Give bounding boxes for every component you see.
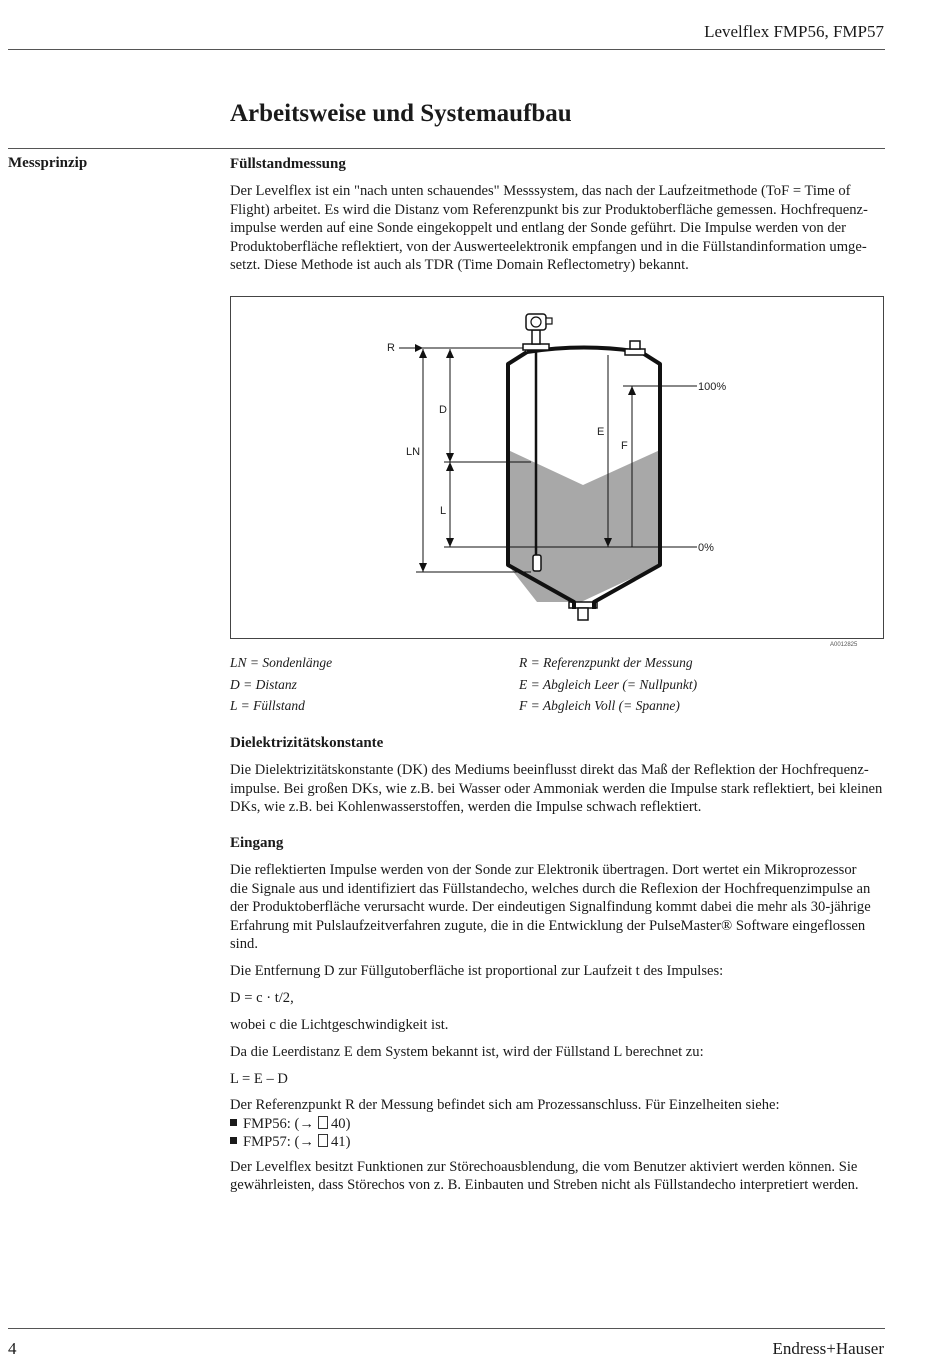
footer-rule	[8, 1328, 885, 1329]
ref-page: 41)	[330, 1134, 351, 1151]
side-label-messprinzip: Messprinzip	[8, 155, 88, 171]
text-line: Produktoberfläche reflektiert, von der Auswerteelektronik empfangen und in die Füllstandinformation umge-	[230, 238, 867, 255]
f-arrow-top	[628, 386, 636, 395]
paragraph	[230, 182, 885, 274]
legend-item: LN = Sondenlänge	[230, 655, 333, 670]
l-arrow-top	[446, 462, 454, 471]
tank-diagram-frame	[230, 296, 884, 639]
text-line: gewährleisten, dass Störechos von z. B. Einbauten und Streben nicht als Füllstandecho interpretiert werden.	[230, 1177, 859, 1194]
transmitter-housing	[526, 314, 546, 330]
text-line: setzt. Diese Methode ist auch als TDR (Time Domain Reflectometry) bekannt.	[230, 257, 689, 274]
header-product-title: Levelflex FMP56, FMP57	[704, 22, 884, 41]
ref-label: FMP56: (→	[243, 1115, 314, 1132]
probe-weight	[533, 555, 541, 571]
section-eingang	[230, 834, 885, 1195]
label-100-percent: 100%	[698, 381, 727, 393]
paragraph	[230, 1158, 885, 1195]
label-0-percent: 0%	[698, 542, 714, 554]
label-d: D	[439, 404, 447, 416]
legend-right	[519, 655, 697, 720]
legend-item: R = Referenzpunkt der Messung	[519, 655, 693, 670]
section-title: Eingang	[230, 835, 284, 851]
page-title: Arbeitsweise und Systemaufbau	[230, 100, 572, 127]
formula-distance: D = c · t/2,	[230, 989, 294, 1006]
text-line: Flight) arbeitet. Es wird die Distanz vom Referenzpunkt bis zur Produktoberfläche gemessen. Hochfrequenz-	[230, 201, 868, 218]
section-rule	[8, 148, 885, 149]
page-ref-icon	[318, 1134, 328, 1147]
section-title: Dielektrizitätskonstante	[230, 735, 384, 751]
paragraph: wobei c die Lichtgeschwindigkeit ist.	[230, 1016, 449, 1033]
formula-level: L = E – D	[230, 1070, 288, 1087]
list-item	[230, 1133, 885, 1151]
legend-item: F = Abgleich Voll (= Spanne)	[519, 698, 680, 713]
text-line: die Signale aus und identifiziert das Füllstandecho, welches durch die Reflexion der Hochfrequenzimpulse an	[230, 880, 871, 897]
text-line: impulse. Bei großen DKs, wie z.B. bei Wasser oder Ammoniak werden die Impulse stark reflektiert, bei kleinen	[230, 780, 883, 797]
transmitter-cable-entry	[546, 318, 552, 324]
text-line: sind.	[230, 936, 258, 953]
probe-flange	[523, 344, 549, 350]
label-f: F	[621, 440, 628, 452]
label-r: R	[387, 342, 395, 354]
footer-brand: Endress+Hauser	[772, 1339, 884, 1358]
ln-arrow-top	[419, 349, 427, 358]
figure-code: A0012825	[830, 642, 858, 648]
legend-item: D = Distanz	[230, 676, 297, 692]
header-rule	[8, 49, 885, 50]
ref-page: 40)	[330, 1115, 351, 1132]
paragraph: Der Referenzpunkt R der Messung befindet sich am Prozessanschluss. Für Einzelheiten siehe:	[230, 1097, 780, 1114]
section-fuellstandmessung	[230, 155, 885, 274]
side-nozzle	[630, 341, 640, 349]
text-line: Die Dielektrizitätskonstante (DK) des Mediums beeinflusst direkt das Maß der Reflektion der Hochfrequenz-	[230, 762, 869, 779]
label-l: L	[440, 505, 447, 517]
section-title: Füllstandmessung	[230, 156, 346, 172]
text-line: Der Levelflex besitzt Funktionen zur Störechoausblendung, die vom Benutzer aktiviert werden können. Sie	[230, 1158, 858, 1175]
label-e: E	[597, 426, 605, 438]
bottom-nozzle	[578, 608, 588, 620]
paragraph: Da die Leerdistanz E dem System bekannt ist, wird der Füllstand L berechnet zu:	[230, 1043, 704, 1060]
ref-label: FMP57: (→	[243, 1134, 314, 1151]
text-line: Der Levelflex ist ein "nach unten schauendes" Messsystem, das nach der Laufzeitmethode (ToF = Time of	[230, 183, 851, 200]
text-line: DKs, wie z.B. bei Kohlenwasserstoffen, werden die Impulse schwach reflektiert.	[230, 799, 702, 816]
reference-arrow	[415, 344, 423, 352]
d-arrow-top	[446, 349, 454, 358]
page-ref-icon	[318, 1116, 328, 1129]
page-number: 4	[8, 1339, 17, 1358]
tank-diagram	[231, 297, 883, 638]
bullet-icon	[230, 1119, 237, 1126]
d-arrow-bottom	[446, 453, 454, 462]
list-item	[230, 1115, 885, 1133]
probe-neck	[532, 330, 540, 344]
side-nozzle-flange	[625, 349, 645, 355]
ln-arrow-bottom	[419, 563, 427, 572]
text-line: Erfahrung mit Pulslaufzeitverfahren zugute, die in die Entwicklung der PulseMaster® Software eingeflossen	[230, 917, 866, 934]
l-arrow-bottom	[446, 538, 454, 547]
label-ln: LN	[406, 446, 421, 458]
paragraph: Die Entfernung D zur Füllgutoberfläche ist proportional zur Laufzeit t des Impulses:	[230, 962, 724, 979]
bullet-icon	[230, 1137, 237, 1144]
paragraph	[230, 861, 885, 953]
paragraph	[230, 761, 885, 816]
legend-left	[230, 655, 332, 720]
legend-item: L = Füllstand	[230, 698, 305, 713]
text-line: impulse werden auf eine Sonde eingekoppelt und entlang der Sonde geführt. Die Impulse werden von der	[230, 220, 847, 237]
text-line: Die reflektierten Impulse werden von der Sonde zur Elektronik übertragen. Dort wertet ein Mikroprozessor	[230, 862, 857, 879]
text-line: der Produktoberfläche verursacht wurde. Der eindeutigen Signalfindung kommt dabei die mehr als 30-jährige	[230, 899, 871, 916]
legend-item: E = Abgleich Leer (= Nullpunkt)	[519, 676, 698, 692]
section-dielektrizitaetskonstante	[230, 734, 885, 817]
